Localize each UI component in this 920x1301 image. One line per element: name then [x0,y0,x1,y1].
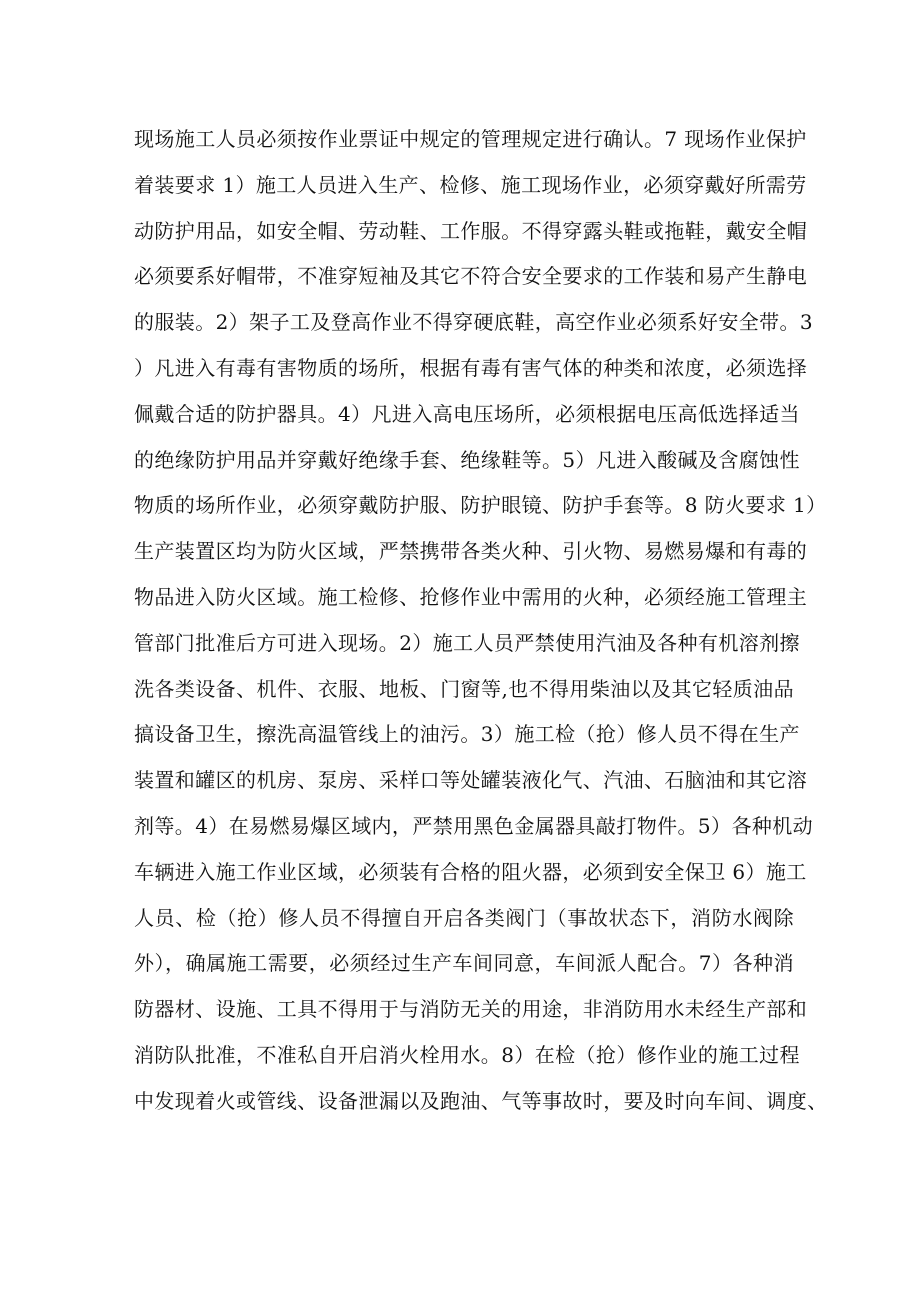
text-line: 车辆进入施工作业区域，必须装有合格的阻火器，必须到安全保卫 6）施工 [134,859,807,884]
text-line: 生产装置区均为防火区域，严禁携带各类火种、引火物、易燃易爆和有毒的 [134,539,808,564]
text-line: 剂等。4）在易燃易爆区域内，严禁用黑色金属器具敲打物件。5）各种机动 [134,813,814,838]
text-line: 物质的场所作业，必须穿戴防护服、防护眼镜、防护手套等。8 防火要求 1） [134,493,827,518]
text-line: 防器材、设施、工具不得用于与消防无关的用途，非消防用水未经生产部和 [134,997,808,1022]
text-line: 物品进入防火区域。施工检修、抢修作业中需用的火种，必须经施工管理主 [134,584,808,609]
text-line: 外），确属施工需要，必须经过生产车间同意，车间派人配合。7）各种消 [134,951,794,976]
text-line: 现场施工人员必须按作业票证中规定的管理规定进行确认。7 现场作业保护 [134,127,807,151]
text-line: 着装要求 1）施工人员进入生产、检修、施工现场作业，必须穿戴好所需劳 [134,172,807,197]
text-line: 必须要系好帽带，不准穿短袖及其它不符合安全要求的工作装和易产生静电 [134,264,808,289]
text-line: 装置和罐区的机房、泵房、采样口等处罐装液化气、汽油、石脑油和其它溶 [134,768,808,793]
text-line: 人员、检（抢）修人员不得擅自开启各类阀门（事故状态下，消防水阀除 [134,905,794,930]
text-line: 的绝缘防护用品并穿戴好绝缘手套、绝缘鞋等。5）凡进入酸碱及含腐蚀性 [134,447,800,472]
text-line: ）凡进入有毒有害物质的场所，根据有毒有害气体的种类和浓度，必须选择 [134,355,808,380]
text-line: 洗各类设备、机件、衣服、地板、门窗等,也不得用柴油以及其它轻质油品 [134,676,794,701]
text-line: 动防护用品，如安全帽、劳动鞋、工作服。不得穿露头鞋或拖鞋，戴安全帽 [134,218,808,243]
text-line: 的服装。2）架子工及登高作业不得穿硬底鞋，高空作业必须系好安全带。3 [134,310,814,335]
text-line: 佩戴合适的防护器具。4）凡进入高电压场所，必须根据电压高低选择适当 [134,401,800,426]
body-text [134,117,828,1125]
text-line: 管部门批准后方可进入现场。2）施工人员严禁使用汽油及各种有机溶剂擦 [134,630,800,655]
text-line: 搞设备卫生，擦洗高温管线上的油污。3）施工检（抢）修人员不得在生产 [134,722,800,747]
text-line: 消防队批准，不准私自开启消火栓用水。8）在检（抢）修作业的施工过程 [134,1042,800,1067]
text-line: 中发现着火或管线、设备泄漏以及跑油、气等事故时，要及时向车间、调度、 [134,1088,828,1113]
